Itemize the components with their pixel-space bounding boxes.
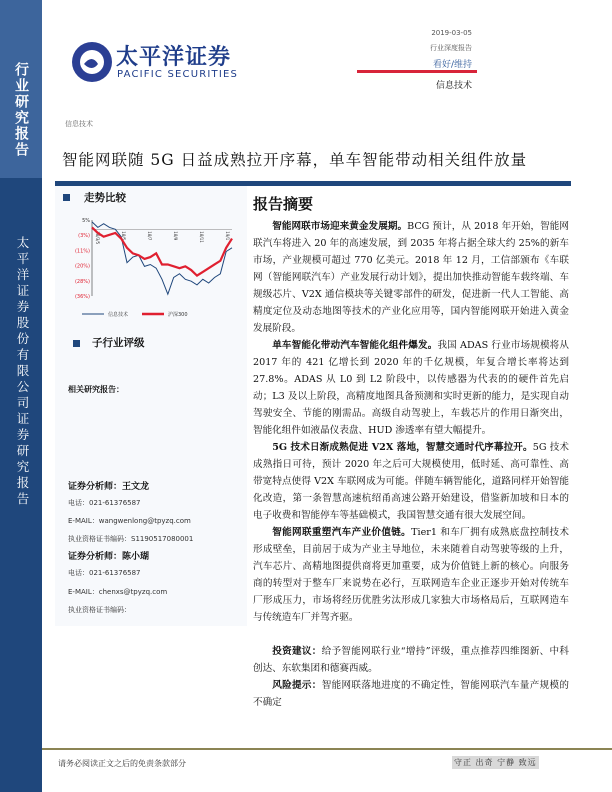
y-tick-label: (3%) [78, 233, 90, 240]
paragraph-text: Tier1 和车厂拥有成熟底盘控制技术形成壁垒，目前居于成为产业主导地位，未来随着自动驾驶等级的上升，汽车芯片、高精地图提供商将更加重要，成为价值链上新的核心。向服务商的转型对于整车厂来说势在必行，互联网造车企业正逐步开始对传统车厂形成压力，市场将经历优胜劣汰形成几家独大市场格局后，互联网造车与传统造车厂并驾齐驱。 [253, 527, 569, 623]
abstract-paragraph [253, 337, 569, 439]
sidebar-doc-type: 行业研究报告 [13, 62, 29, 158]
abstract-paragraph [253, 218, 569, 337]
paragraph-text: 我国 ADAS 行业市场规模将从 2017 年的 421 亿增长到 2020 年的千亿规模，年复合增长率将达到 27.8%。ADAS 从 L0 到 L2 阶段中，以传感器为代表的的硬件首先启动；L3 及以上阶段，高精度地图具备预测和实时更新的能力，是实现自动驾驶安全、节能的刚需品。高级自动驾驶上，车载芯片的作用日渐突出，智能化组件如液晶仪表盘、HUD 渗透率有望大幅提升。 [253, 340, 569, 436]
brand-name-cn: 太平洋证券 [116, 45, 232, 70]
sector-label: 信息技术 [65, 120, 93, 128]
paragraph-lead: 风险提示： [272, 680, 322, 691]
paragraph-lead: 智能网联市场迎来黄金发展期。 [272, 221, 408, 232]
analyst-name: 证券分析师：陈小瑚 [68, 552, 150, 562]
paragraph-text: BCG 预计，从 2018 年开始，智能网联汽车将进入 20 年的高速发展，到 2035 年将占据全球大约 25%的新车市场，产业规模可超过 770 亿美元。2018 年 12 月，工信部颁布《车联网（智能网联汽车）产业发展行动计划》，提出加快推动智能车载终端、车规级芯片、V2X 通信模块等关键零部件的研发，促进新一代人工智能、高精度定位及动态地图等技术的产业化应用等，国内智能网联开始进入黄金发展阶段。 [253, 221, 570, 334]
abstract-heading: 报告摘要 [253, 195, 314, 213]
footer-divider [42, 748, 612, 750]
x-tick-label: 18/3/5 [95, 231, 100, 245]
series-line-index [92, 227, 232, 275]
abstract-body [253, 218, 569, 711]
brand-name-en: PACIFIC SECURITIES [117, 69, 239, 80]
sector: 信息技术 [435, 81, 472, 91]
paragraph-lead: 5G 技术日渐成熟促进 V2X 落地，智慧交通时代序幕拉开。 [272, 442, 533, 453]
report-type: 行业深度报告 [430, 44, 472, 52]
paragraph-lead: 单车智能化带动汽车智能化组件爆发。 [272, 340, 438, 351]
divider [357, 70, 477, 73]
analyst-cert: 执业资格证书编码： [68, 606, 131, 614]
paragraph-text: 5G 技术成熟指日可待，预计 2020 年之后可大规模使用，低时延、高可靠性、高带宽特点使得 V2X 车联网成为可能。伴随车辆智能化，道路同样开始智能化改造，第一条智慧高速杭绍甬高速公路开始建设，借鉴新加坡和日本的电子收费和智能停车等基础模式，我国智慧交通有很大发展空间。 [253, 442, 569, 521]
y-tick-label: (28%) [74, 278, 90, 285]
analyst-cert: 执业资格证书编码：S1190517080001 [68, 535, 194, 543]
abstract-paragraph [253, 643, 569, 677]
company-logo-icon [60, 14, 116, 102]
trend-chart [64, 212, 236, 322]
footer-disclaimer: 请务必阅读正文之后的免责条款部分 [58, 759, 186, 768]
paragraph-lead: 智能网联重塑汽车产业价值链。 [272, 527, 412, 538]
x-tick-label: 18/5 [121, 231, 126, 241]
y-tick-label: (11%) [74, 248, 90, 255]
analyst-name: 证券分析师：王文龙 [68, 482, 150, 492]
abstract-paragraph [253, 677, 569, 711]
legend-label: 信息技术 [108, 312, 129, 318]
x-tick-label: 18/9 [173, 231, 178, 241]
report-title: 智能网联随 5G 日益成熟拉开序幕，单车智能带动相关组件放量 [62, 151, 528, 169]
x-tick-label: 19/1 [225, 231, 230, 241]
paragraph-lead: 投资建议： [272, 646, 322, 657]
bullet-square-icon [63, 194, 70, 201]
abstract-paragraph [253, 524, 569, 626]
analyst-phone: 电话：021-61376587 [68, 499, 141, 507]
bullet-square-icon [73, 340, 80, 347]
paragraph-text: 智能网联落地进度的不确定性，智能网联汽车量产规模的不确定 [253, 680, 570, 708]
related-reports-heading: 相关研究报告： [68, 384, 124, 394]
rating: 看好/维持 [432, 60, 472, 70]
sidebar-company: 太平洋证券股份有限公司证券研究报告 [15, 236, 30, 508]
y-tick-label: (36%) [74, 294, 90, 300]
analyst-email[interactable]: E-MAIL：wangwenlong@tpyzq.com [68, 517, 191, 525]
x-tick-label: 18/7 [147, 231, 152, 241]
paragraph-text: 给予智能网联行业“增持”评级，重点推荐四维图新、中科创达、东软集团和德赛西威。 [253, 646, 570, 674]
analyst-phone: 电话：021-61376587 [68, 569, 141, 577]
report-date: 2019-03-05 [431, 29, 472, 37]
footer-motto: 守正 出奇 宁静 致远 [454, 758, 537, 767]
legend-label: 沪深300 [168, 312, 188, 318]
abstract-paragraph [253, 439, 569, 524]
sub-rating-heading: 子行业评级 [92, 337, 145, 349]
y-tick-label: (20%) [74, 263, 90, 270]
trend-heading: 走势比较 [84, 192, 126, 204]
x-tick-label: 18/11 [199, 231, 204, 243]
analyst-email[interactable]: E-MAIL：chenxs@tpyzq.com [68, 588, 168, 596]
y-tick-label: 5% [82, 218, 90, 224]
